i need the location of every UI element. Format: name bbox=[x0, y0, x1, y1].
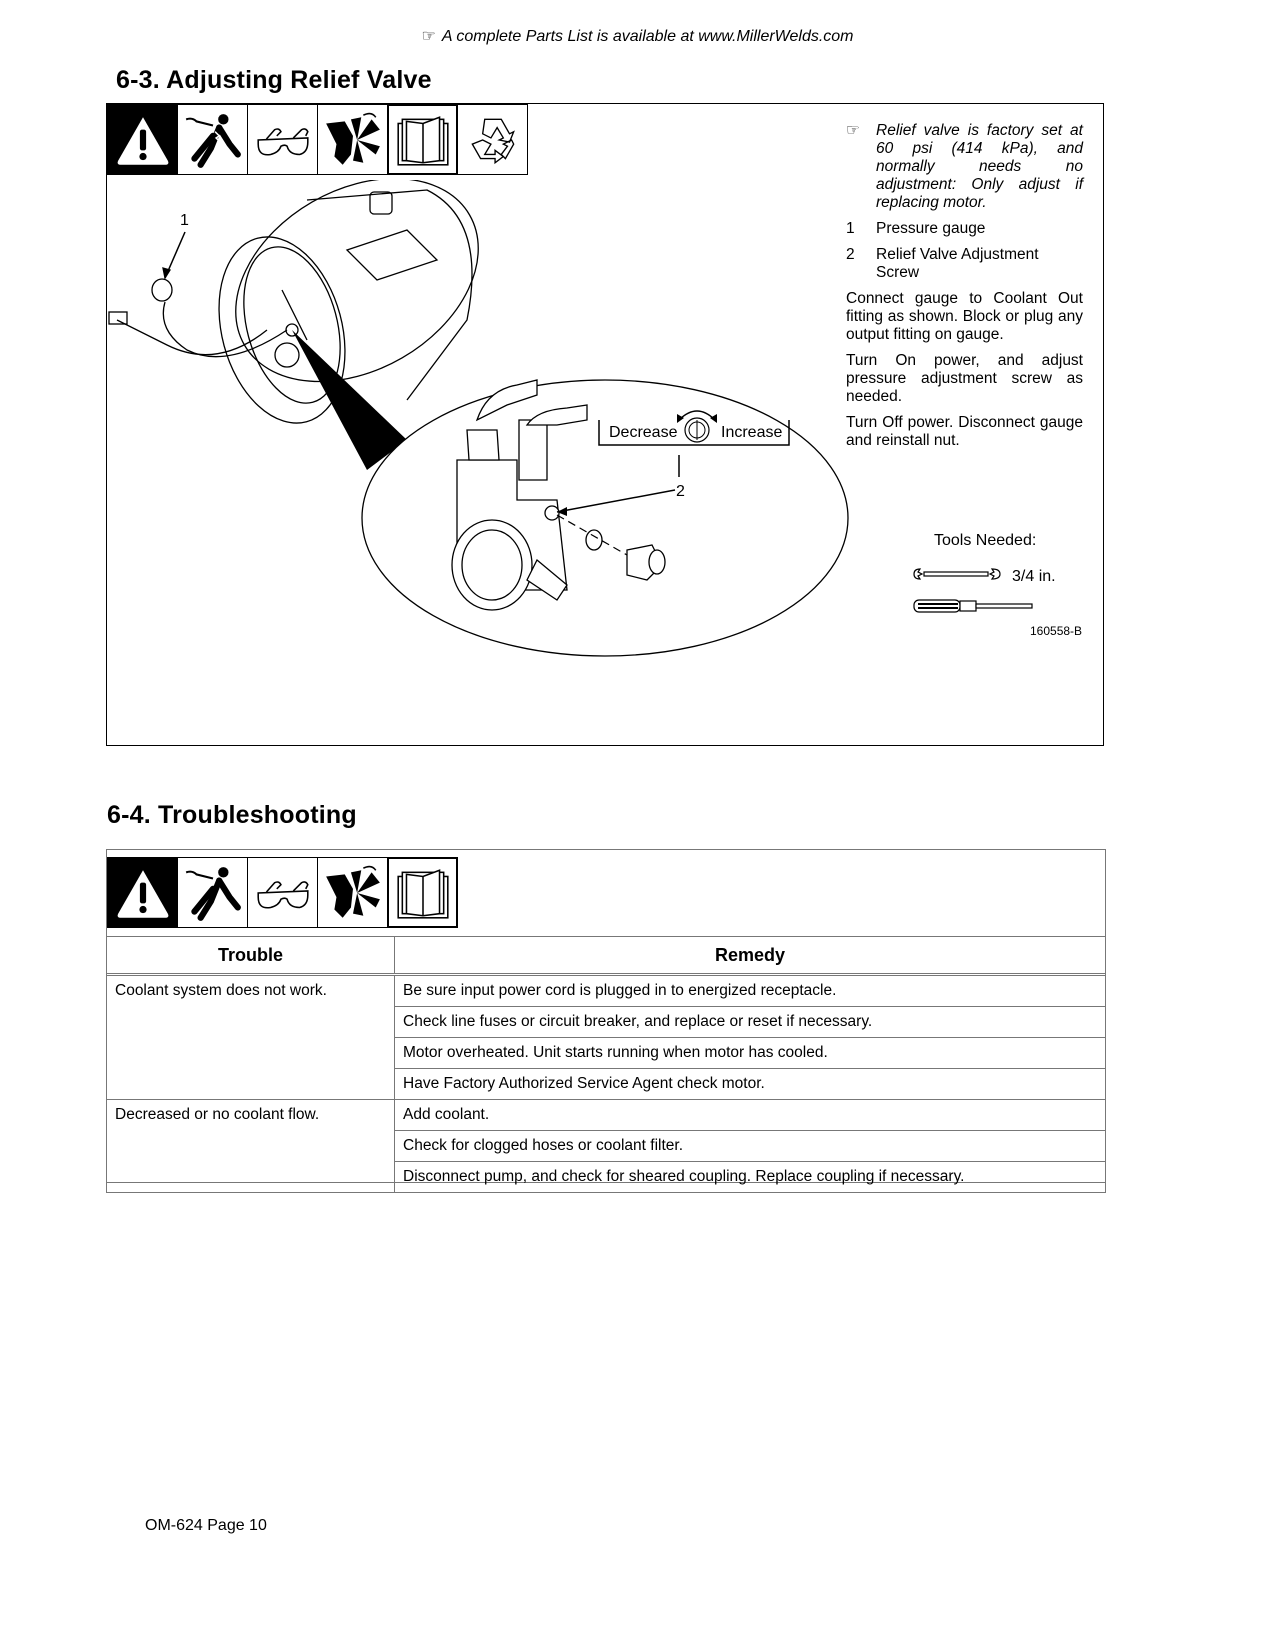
instruction-paragraph: Turn On power, and adjust pressure adjustment screw as needed. bbox=[846, 352, 1083, 405]
warning-triangle-icon bbox=[107, 857, 178, 928]
safety-glasses-icon bbox=[247, 857, 318, 928]
remedy-cell: Be sure input power cord is plugged in to energized receptacle. bbox=[395, 975, 1106, 1007]
remedy-cell: Check line fuses or circuit breaker, and replace or reset if necessary. bbox=[395, 1007, 1106, 1038]
remedy-cell: Motor overheated. Unit starts running when motor has cooled. bbox=[395, 1038, 1106, 1069]
electric-shock-icon bbox=[177, 104, 248, 175]
legend-item: 1 Pressure gauge bbox=[846, 220, 986, 237]
factory-setting-note: ☞ Relief valve is factory set at 60 psi (414 kPa), and normally needs no adjustment: Only adjust if replacing motor. bbox=[846, 122, 1083, 211]
pointing-hand-icon: ☞ bbox=[421, 28, 436, 45]
detail-zoom-ellipse bbox=[362, 380, 848, 656]
column-header-trouble: Trouble bbox=[107, 937, 395, 975]
relief-valve-instructions bbox=[846, 122, 1083, 458]
table-row bbox=[107, 975, 1106, 1007]
zoom-callout-cone bbox=[292, 330, 407, 470]
tools-needed-label: Tools Needed: bbox=[934, 532, 1037, 549]
power-plug-icon bbox=[109, 312, 127, 324]
legend-item: 2 Relief Valve Adjustment Screw bbox=[846, 246, 1039, 281]
instruction-paragraph: Connect gauge to Coolant Out fitting as shown. Block or plug any output fitting on gauge. bbox=[846, 290, 1083, 343]
parts-list-note: ☞ A complete Parts List is available at www.MillerWelds.com bbox=[421, 28, 854, 45]
moving-parts-hand-icon bbox=[317, 857, 388, 928]
read-manual-book-icon bbox=[387, 857, 458, 928]
instruction-paragraph: Turn Off power. Disconnect gauge and reinstall nut. bbox=[846, 414, 1083, 449]
pressure-gauge-icon bbox=[152, 279, 172, 301]
section-title-adjusting-relief-valve: 6-3. Adjusting Relief Valve bbox=[116, 66, 432, 94]
remedy-cell: Have Factory Authorized Service Agent check motor. bbox=[395, 1069, 1106, 1100]
relief-valve-diagram bbox=[107, 180, 857, 660]
warning-triangle-icon bbox=[107, 104, 178, 175]
read-manual-book-icon bbox=[387, 104, 458, 175]
callout-1-label: 1 bbox=[180, 212, 189, 229]
figure-id: 160558-B bbox=[1030, 624, 1083, 638]
moving-parts-hand-icon bbox=[317, 104, 388, 175]
trouble-cell: Decreased or no coolant flow. bbox=[107, 1100, 395, 1193]
safety-icon-row-64 bbox=[107, 857, 457, 928]
safety-icon-row-63 bbox=[107, 104, 527, 175]
fill-cap bbox=[370, 192, 392, 214]
pump-motor-body bbox=[199, 180, 514, 423]
increase-label: Increase bbox=[721, 424, 783, 441]
safety-glasses-icon bbox=[247, 104, 318, 175]
page-footer: OM-624 Page 10 bbox=[145, 1517, 267, 1534]
electric-shock-icon bbox=[177, 857, 248, 928]
wrench-icon bbox=[912, 566, 1002, 582]
recycle-icon bbox=[457, 104, 528, 175]
section-title-troubleshooting: 6-4. Troubleshooting bbox=[107, 801, 357, 829]
decrease-label: Decrease bbox=[609, 424, 678, 441]
table-row bbox=[107, 1100, 1106, 1131]
remedy-cell: Add coolant. bbox=[395, 1100, 1106, 1131]
pointing-hand-icon: ☞ bbox=[846, 122, 860, 139]
screwdriver-icon bbox=[912, 597, 1037, 615]
trouble-cell: Coolant system does not work. bbox=[107, 975, 395, 1100]
callout-2-label: 2 bbox=[676, 483, 685, 500]
remedy-cell: Disconnect pump, and check for sheared coupling. Replace coupling if necessary. bbox=[395, 1162, 1106, 1193]
column-header-remedy: Remedy bbox=[395, 937, 1106, 975]
troubleshooting-table bbox=[106, 936, 1106, 1193]
remedy-cell: Check for clogged hoses or coolant filter. bbox=[395, 1131, 1106, 1162]
wrench-size: 3/4 in. bbox=[1012, 568, 1056, 585]
